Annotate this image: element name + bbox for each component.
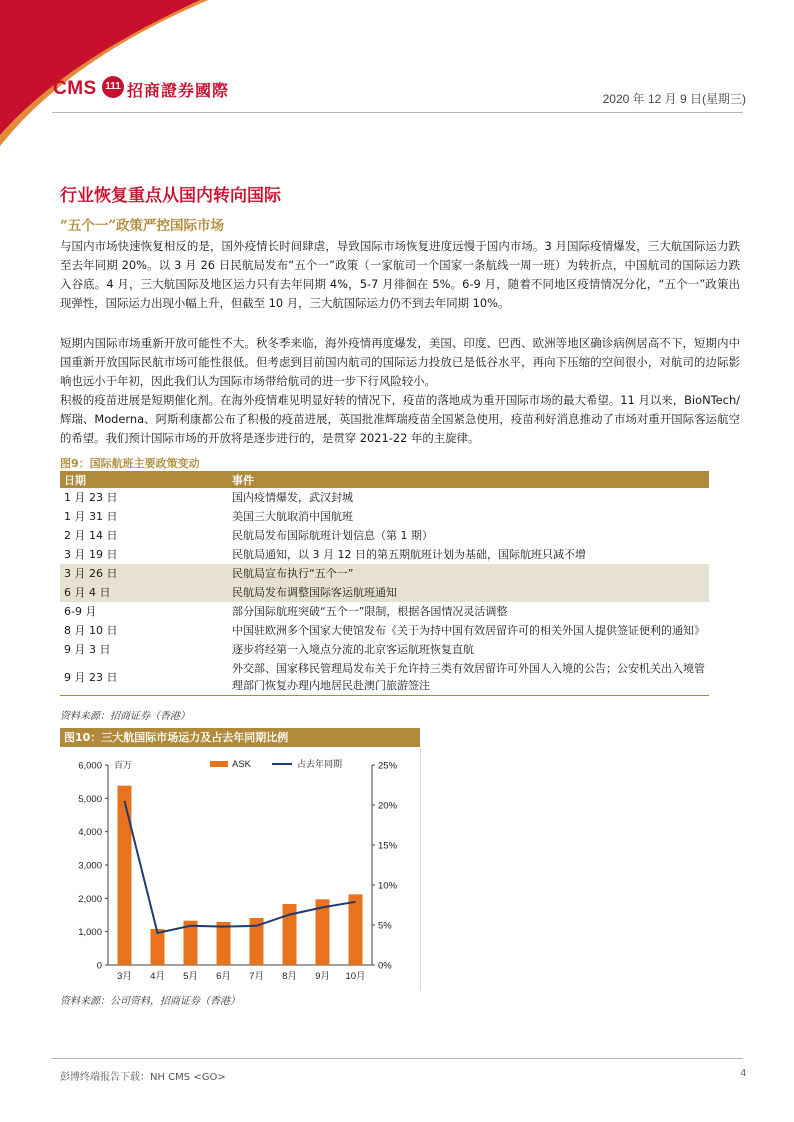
page-number: 4 [740, 1068, 746, 1079]
section-title: 行业恢复重点从国内转向国际 [60, 186, 281, 206]
chart-title: 图10：三大航国际市场运力及占去年同期比例 [60, 728, 420, 747]
table-header-date: 日期 [60, 471, 228, 488]
legend-label-ask: ASK [232, 759, 252, 770]
footer-divider [52, 1058, 743, 1059]
row-event: 中国驻欧洲多个国家大使馆发布《关于为持中国有效居留许可的相关外国人提供签证便利的通知》 [232, 624, 705, 637]
chart-svg [60, 747, 420, 990]
report-date: 2020 年 12 月 9 日(星期三) [602, 92, 746, 106]
y-tick-label: 2,000 [78, 893, 102, 905]
table-row [60, 488, 709, 507]
paragraph-3: 积极的疫苗进展是短期催化剂。在海外疫情难见明显好转的情况下，疫苗的落地成为重开国际市场的最大希望。11 月以来，BioNTech/辉瑞、Moderna、阿斯利康都公布了积极的疫苗进展，英国批准辉瑞疫苗全国紧急使用，疫苗利好消息推动了市场对重开国际客运航空的希望。我们预计国际市场的开放将是逐步进行的，是贯穿 2021-22 年的主旋律。 [60, 393, 740, 445]
row-date: 1 月 31 日 [64, 510, 118, 523]
y-tick-label: 5,000 [78, 793, 102, 805]
row-date: 9 月 3 日 [64, 643, 111, 656]
bar-ask [151, 929, 165, 965]
y-tick-label: 0 [96, 960, 102, 972]
row-event: 民航局发布调整国际客运航班通知 [228, 583, 709, 602]
table-row-highlighted [60, 564, 709, 583]
header-divider [52, 112, 743, 113]
legend-label-yoy: 占去年同期 [297, 759, 343, 769]
row-event: 逐步将经第一入境点分流的北京客运航班恢复直航 [232, 643, 474, 656]
y-tick-label: 6,000 [78, 760, 102, 772]
bar-ask [118, 786, 132, 965]
chart-container [60, 747, 421, 990]
chart-source: 资料来源：公司资料，招商证券（香港） [60, 996, 240, 1007]
table-row [60, 659, 709, 696]
bar-ask [349, 894, 363, 965]
row-event: 外交部、国家移民管理局发布关于允许持三类有效居留许可外国人入境的公告；公安机关出入境管理部门恢复办理内地居民赴澳门旅游签注 [228, 659, 709, 696]
corner-decoration [0, 0, 210, 150]
subsection-title: “五个一”政策严控国际市场 [60, 218, 225, 234]
table-header-event: 事件 [228, 471, 709, 488]
legend-swatch-ask [210, 761, 228, 767]
table-header-row [60, 471, 709, 488]
row-date: 6 月 4 日 [60, 583, 228, 602]
bar-ask [217, 922, 231, 965]
x-tick-label: 5月 [183, 971, 198, 982]
row-date: 3 月 26 日 [60, 564, 228, 583]
y2-tick-label: 25% [378, 760, 398, 772]
x-tick-label: 6月 [216, 971, 231, 982]
table-row [60, 545, 709, 564]
table-source: 资料来源：招商证券（香港） [60, 711, 190, 722]
x-tick-label: 4月 [150, 971, 165, 982]
y-tick-label: 3,000 [78, 860, 102, 872]
x-tick-label: 8月 [282, 971, 297, 982]
y2-tick-label: 10% [378, 880, 398, 892]
logo-company-name: 招商證券國際 [127, 81, 230, 100]
table-row [60, 602, 709, 621]
table-row-highlighted [60, 583, 709, 602]
logo-badge: 111 [102, 76, 124, 98]
row-date: 6-9 月 [64, 605, 97, 618]
row-date: 8 月 10 日 [64, 624, 118, 637]
row-event: 国内疫情爆发，武汉封城 [232, 491, 353, 504]
row-date: 2 月 14 日 [64, 529, 118, 542]
y-tick-label: 1,000 [78, 927, 102, 939]
left-unit-label: 百万 [114, 760, 133, 770]
table-row [60, 507, 709, 526]
y2-tick-label: 0% [378, 960, 392, 972]
y2-tick-label: 20% [378, 800, 398, 812]
row-date: 1 月 23 日 [64, 491, 118, 504]
row-event: 部分国际航班突破“五个一”限制，根据各国情况灵活调整 [232, 605, 508, 618]
x-tick-label: 3月 [117, 971, 132, 982]
row-event: 民航局宣布执行“五个一” [228, 564, 709, 583]
table-title: 图9：国际航班主要政策变动 [60, 457, 200, 470]
x-tick-label: 10月 [345, 971, 366, 982]
y-tick-label: 4,000 [78, 827, 102, 839]
row-event: 民航局通知，以 3 月 12 日的第五期航班计划为基础，国际航班只减不增 [232, 548, 586, 561]
row-event: 民航局发布国际航班计划信息（第 1 期） [232, 529, 433, 542]
table-row [60, 640, 709, 659]
logo-cms: CMS [53, 78, 97, 99]
y2-tick-label: 15% [378, 840, 398, 852]
policy-table [60, 471, 709, 696]
paragraph-1: 与国内市场快速恢复相反的是，国外疫情长时间肆虐，导致国际市场恢复进度远慢于国内市场。3 月国际疫情爆发，三大航国际运力跌至去年同期 20%。以 3 月 26 日民航局发布“五个一”政策（一家航司一个国家一条航线一周一班）为转折点，中国航司的国际运力跌入谷底。4 月，三大航国际及地区运力只有去年同期 4%，5-7 月徘徊在 5%。6-9 月，随着不同地区疫情情况分化，“五个一”政策出现弹性，国际运力出现小幅上升，但截至 10 月，三大航国际运力仍不到去年同期 10%。 [60, 239, 740, 310]
row-date: 9 月 23 日 [60, 659, 228, 696]
x-tick-label: 9月 [315, 971, 330, 982]
y2-tick-label: 5% [378, 920, 392, 932]
table-row [60, 621, 709, 640]
table-row [60, 526, 709, 545]
footer-text: 彭博终端报告下载：NH CMS <GO> [60, 1072, 226, 1083]
x-tick-label: 7月 [249, 971, 264, 982]
paragraph-2: 短期内国际市场重新开放可能性不大。秋冬季来临，海外疫情再度爆发，美国、印度、巴西、欧洲等地区确诊病例居高不下，短期内中国重新开放国际民航市场可能性很低。但考虑到目前国内航司的国际运力投放已是低谷水平，再向下压缩的空间很小，对航司的边际影响也远小于年初，因此我们认为国际市场带给航司的进一步下行风险较小。 [60, 336, 740, 388]
row-event: 美国三大航取消中国航班 [232, 510, 353, 523]
row-date: 3 月 19 日 [64, 548, 118, 561]
